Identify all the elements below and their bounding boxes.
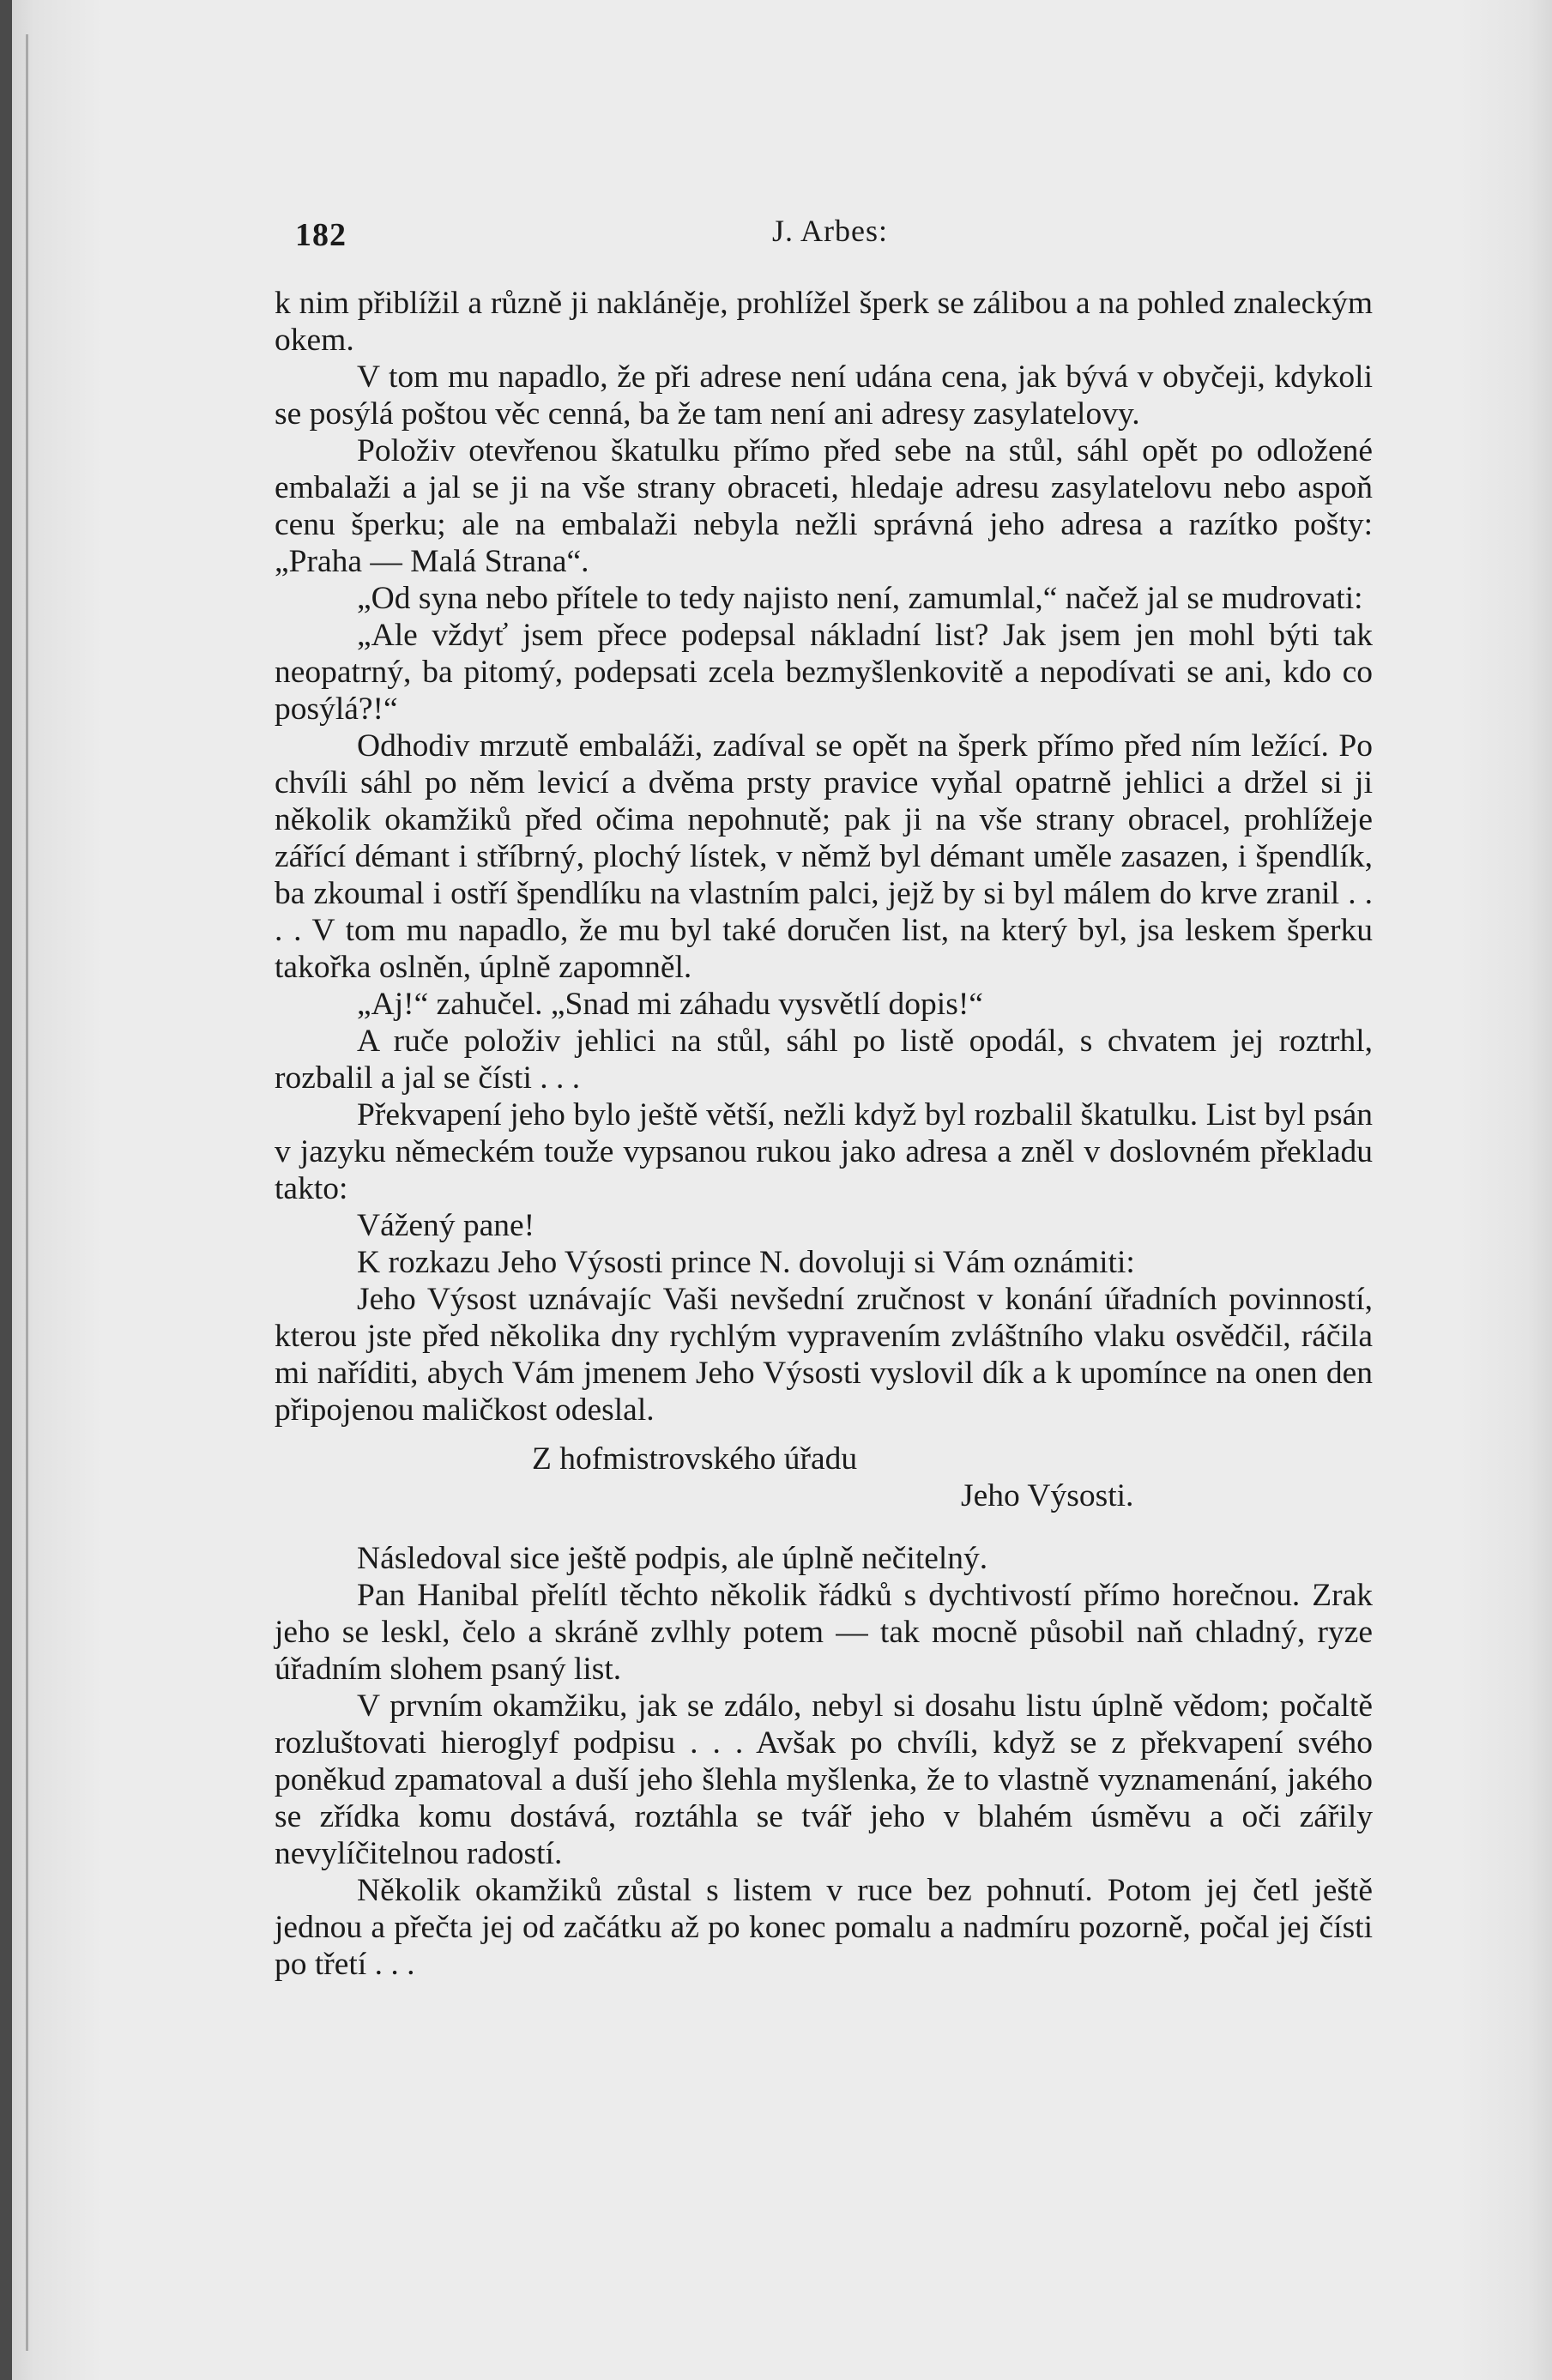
paragraph: Následoval sice ještě podpis, ale úplně nečitelný.	[357, 1541, 988, 1576]
paragraph: „Od syna nebo přítele to tedy najisto není, zamumlal,“ načež jal se mudrovati:	[357, 581, 1363, 616]
letter-paragraph: K rozkazu Jeho Výsosti prince N. dovoluji si Vám oznámiti:	[357, 1245, 1135, 1280]
book-binding-edge	[0, 0, 12, 2380]
paragraph: V tom mu napadlo, že při adrese není udána cena, jak bývá v obyčeji, kdykoli se posýlá poštou věc cenná, ba že tam není ani adresy zasylatelovy.	[275, 359, 1373, 432]
paragraph: Pan Hanibal přelítl těchto několik řádků s dychtivostí přímo horečnou. Zrak jeho se leskl, čelo a skráně zvlhly potem — tak mocně působil naň chladný, ryze úřadním slohem psaný list.	[275, 1578, 1373, 1687]
paragraph: „Ale vždyť jsem přece podepsal nákladní list? Jak jsem jen mohl býti tak neopatrný, ba pitomý, podepsati zcela bezmyšlenkovitě a nepodívati se ani, kdo co posýlá?!“	[275, 618, 1373, 727]
letter-salutation: Vážený pane!	[357, 1208, 535, 1243]
letter-signature-name: Jeho Výsosti.	[961, 1478, 1134, 1513]
running-title: J. Arbes:	[772, 214, 888, 248]
paragraph: V prvním okamžiku, jak se zdálo, nebyl si dosahu listu úplně vědom; počaltě rozluštovati hieroglyf podpisu . . . Avšak po chvíli, když se z překvapení svého poněkud zpamatoval a duší jeho šlehla myšlenka, že to vlastně vyznamenání, jakého se zřídka komu dostává, roztáhla se tvář jeho v blahém úsměvu a oči zářily nevylíčitelnou radostí.	[275, 1688, 1373, 1871]
gutter-line	[26, 34, 28, 2351]
page-text-block	[275, 197, 1373, 1983]
paragraph: „Aj!“ zahučel. „Snad mi záhadu vysvětlí dopis!“	[357, 987, 983, 1022]
letter-signature-office: Z hofmistrovského úřadu	[532, 1441, 858, 1477]
paragraph: Překvapení jeho bylo ještě větší, nežli když byl rozbalil škatulku. List byl psán v jazyku německém touže vypsanou rukou jako adresa a zněl v doslovném překladu takto:	[275, 1097, 1373, 1206]
paragraph: Položiv otevřenou škatulku přímo před sebe na stůl, sáhl opět po odložené embalaži a jal se ji na vše strany obraceti, hledaje adresu zasylatelovu nebo aspoň cenu šperku; ale na embalaži nebyla nežli správná jeho adresa a razítko pošty: „Praha — Malá Strana“.	[275, 433, 1373, 579]
letter-paragraph: Jeho Výsost uznávajíc Vaši nevšední zručnost v konání úřadních povinností, kterou jste před několika dny rychlým vypravením zvláštního vlaku osvědčil, ráčila mi naříditi, abych Vám jmenem Jeho Výsosti vyslovil dík a k upomínce na onen den připojenou maličkost odeslal.	[275, 1282, 1373, 1428]
paragraph: Několik okamžiků zůstal s listem v ruce bez pohnutí. Potom jej četl ještě jednou a přečta jej od začátku až po konec pomalu a nadmíru pozorně, počal jej čísti po třetí . . .	[275, 1873, 1373, 1982]
paragraph: A ruče položiv jehlici na stůl, sáhl po listě opodál, s chvatem jej roztrhl, rozbalil a jal se čísti . . .	[275, 1024, 1373, 1096]
running-head	[275, 197, 1373, 275]
paragraph: Odhodiv mrzutě embaláži, zadíval se opět na šperk přímo před ním ležící. Po chvíli sáhl po něm levicí a dvěma prsty pravice vyňal opatrně jehlici a držel si ji několik okamžiků před očima nepohnutě; pak ji na vše strany obracel, prohlížeje zářící démant i stříbrný, plochý lístek, v němž byl démant uměle zasazen, i špendlík, ba zkoumal i ostří špendlíku na vlastním palci, jejž by si byl málem do krve zranil . . . . V tom mu napadlo, že mu byl také doručen list, na který byl, jsa leskem šperku takořka oslněn, úplně zapomněl.	[275, 728, 1373, 985]
body-text	[275, 285, 1373, 1983]
page-number: 182	[295, 217, 347, 253]
paragraph: k nim přiblížil a různě ji nakláněje, prohlížel šperk se zálibou a na pohled znaleckým okem.	[275, 286, 1373, 358]
